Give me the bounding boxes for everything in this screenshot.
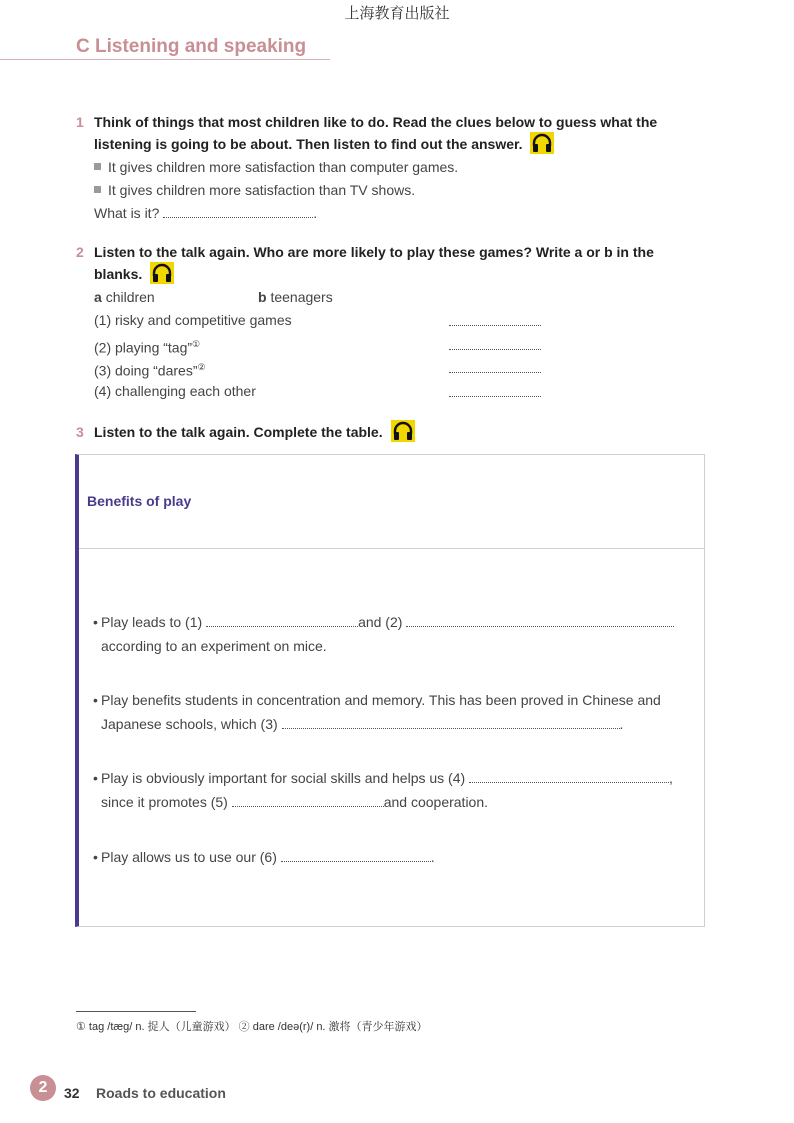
clue-item <box>94 179 684 201</box>
answer-blank[interactable] <box>163 203 313 218</box>
answer-blank[interactable] <box>449 339 541 350</box>
section-rule <box>0 59 330 60</box>
answer-blank[interactable] <box>449 386 541 397</box>
game-item <box>94 333 684 357</box>
unit-badge: 2 <box>30 1075 56 1101</box>
section-title: C Listening and speaking <box>76 36 307 57</box>
bullet-square <box>94 163 101 170</box>
game-label: (3) doing “dares” <box>94 362 198 379</box>
option-a-letter: a <box>94 289 102 306</box>
bullet-square <box>94 186 101 193</box>
footnote: ① tag /tæɡ/ n. 捉人（儿童游戏） ② dare /deə(r)/ n. 激将（青少年游戏） <box>76 1021 428 1033</box>
benefit-text: and cooperation. <box>383 794 489 810</box>
option-b: teenagers <box>270 289 333 306</box>
game-label: (1) risky and competitive games <box>94 312 292 329</box>
answer-blank[interactable] <box>449 315 541 326</box>
instruction-text: Think of things that most children like to do. Read the clues below to guess what the listening is going to be about. Then listen to find out the answer. <box>94 114 658 152</box>
comma: , <box>669 770 673 786</box>
option-a: children <box>105 289 155 306</box>
benefit-text: Play benefits students in concentration and memory. This has been proved in Chinese and <box>101 692 661 708</box>
table-heading: Benefits of play <box>87 493 192 509</box>
answer-blank[interactable] <box>449 362 541 373</box>
benefit-item-3 <box>93 766 683 814</box>
period: . <box>430 849 435 865</box>
footnote-ref: ① <box>192 338 201 349</box>
headphones-icon[interactable] <box>150 262 174 284</box>
question-number: 3 <box>76 424 84 440</box>
footnote-ref: ② <box>197 362 206 373</box>
footnote-rule <box>76 1011 196 1012</box>
option-b-letter: b <box>258 289 267 306</box>
headphones-icon[interactable] <box>530 132 554 154</box>
benefit-text: since it promotes (5) <box>101 794 228 810</box>
benefit-item-2 <box>93 688 683 736</box>
game-label: (2) playing “tag” <box>94 339 193 356</box>
question-number: 1 <box>76 114 84 130</box>
benefit-text: Play is obviously important for social skills and helps us (4) <box>101 770 466 786</box>
clue-text: It gives children more satisfaction than computer games. <box>108 159 459 176</box>
benefit-item-1 <box>93 610 683 658</box>
options-row <box>94 286 684 309</box>
publisher-header: 上海教育出版社 <box>344 4 450 22</box>
blank-3[interactable] <box>282 714 620 729</box>
benefits-table <box>75 454 705 927</box>
blank-6[interactable] <box>281 847 431 862</box>
what-is-it-line <box>94 202 684 224</box>
bullet-dot: • <box>93 770 98 786</box>
bullet-dot: • <box>93 614 98 630</box>
table-divider <box>79 548 704 549</box>
instruction-text: Listen to the talk again. Complete the table. <box>94 424 383 440</box>
period: . <box>619 716 624 732</box>
bullet-dot: • <box>93 692 98 708</box>
blank-4[interactable] <box>469 768 669 783</box>
question-2 <box>76 241 684 403</box>
blank-2[interactable] <box>406 612 674 627</box>
benefit-text: Japanese schools, which (3) <box>101 716 278 732</box>
game-item <box>94 380 684 404</box>
question-1-instruction <box>94 111 684 156</box>
question-number: 2 <box>76 244 84 260</box>
period: . <box>313 205 318 222</box>
clue-text: It gives children more satisfaction than TV shows. <box>108 182 416 199</box>
benefit-text: Play allows us to use our (6) <box>101 849 277 865</box>
benefit-text: Play leads to (1) <box>101 614 203 630</box>
game-item <box>94 309 684 333</box>
option-b-group <box>258 286 333 308</box>
clue-item <box>94 156 684 178</box>
question-3 <box>76 421 684 444</box>
benefit-item-4 <box>93 845 683 869</box>
question-2-instruction <box>94 241 684 286</box>
game-label: (4) challenging each other <box>94 382 256 399</box>
question-3-instruction <box>94 421 684 444</box>
prompt-text: What is it? <box>94 205 160 222</box>
instruction-text: Listen to the talk again. Who are more likely to play these games? Write a or b in the blanks. <box>94 244 654 282</box>
headphones-icon[interactable] <box>391 420 415 442</box>
blank-1[interactable] <box>206 612 358 627</box>
unit-title: Roads to education <box>96 1085 226 1101</box>
question-1 <box>76 111 684 224</box>
benefit-text: and (2) <box>358 614 403 630</box>
bullet-dot: • <box>93 849 98 865</box>
blank-5[interactable] <box>232 792 384 807</box>
benefit-text: according to an experiment on mice. <box>101 638 327 654</box>
page-number: 32 <box>64 1085 80 1101</box>
game-item <box>94 356 684 380</box>
